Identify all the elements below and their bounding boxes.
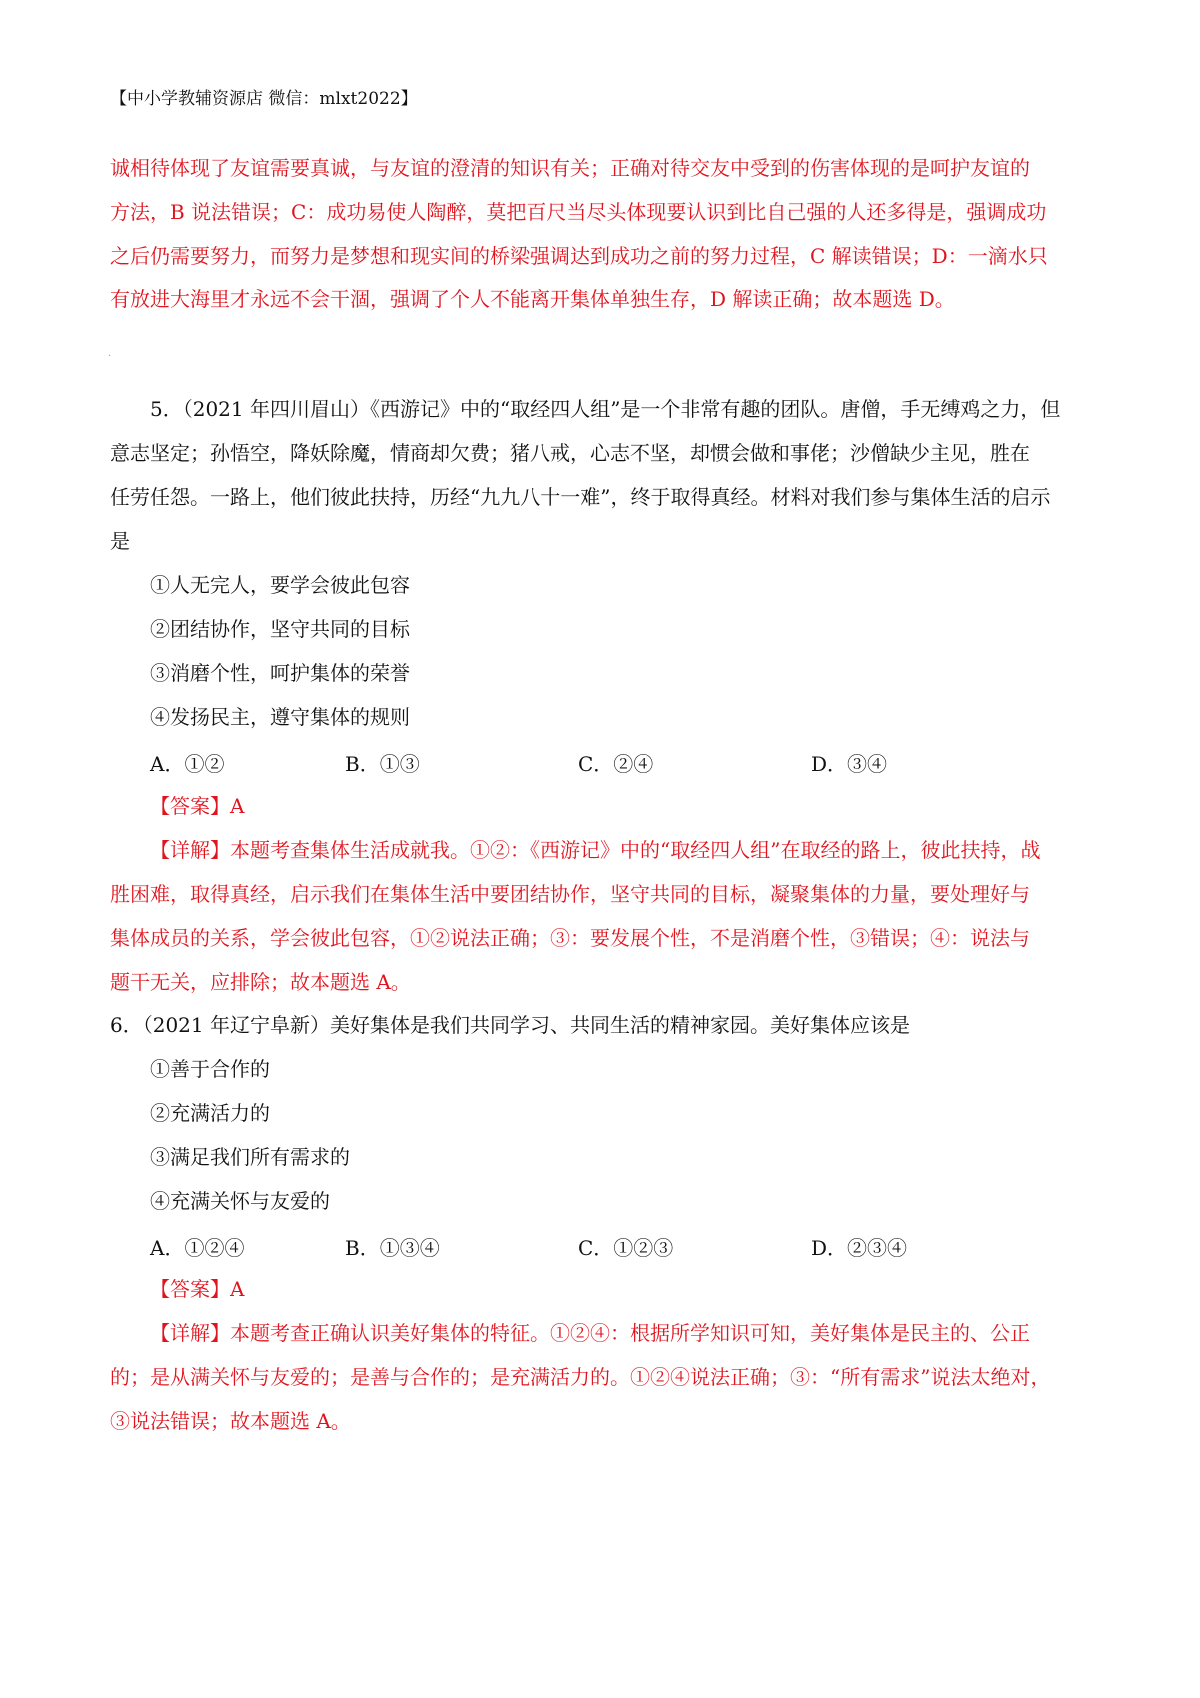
q6-stem: 6．（2021 年辽宁阜新）美好集体是我们共同学习、共同生活的精神家园。美好集体应该是 (110, 1013, 910, 1037)
q6-item: ①善于合作的 (150, 1057, 270, 1081)
q5-detail-line: 集体成员的关系，学会彼此包容，①②说法正确；③：要发展个性，不是消磨个性，③错误；④：说法与 (110, 926, 1030, 950)
q5-option-a: A．①② (150, 752, 225, 776)
prev-detail-line: 诚相待体现了友谊需要真诚，与友谊的澄清的知识有关；正确对待交友中受到的伤害体现的是呵护友谊的 (110, 156, 1030, 180)
q6-answer: 【答案】A (150, 1277, 245, 1301)
q5-option-b: B．①③ (345, 752, 420, 776)
q6-option-a: A．①②④ (150, 1236, 245, 1260)
q5-stem-line: 是 (110, 529, 130, 553)
q5-stem-line: 任劳任怨。一路上，他们彼此扶持，历经“九九八十一难”，终于取得真经。材料对我们参与集体生活的启示 (110, 485, 1051, 509)
prev-detail-line: 有放进大海里才永远不会干涸，强调了个人不能离开集体单独生存，D 解读正确；故本题选 D。 (110, 287, 955, 311)
q5-answer: 【答案】A (150, 794, 245, 818)
q5-detail-line: 题干无关，应排除；故本题选 A。 (110, 970, 411, 994)
prev-detail-line: 方法，B 说法错误；C：成功易使人陶醉，莫把百尺当尽头体现要认识到比自己强的人还多得是，强调成功 (110, 200, 1047, 224)
page-header: 【中小学教辅资源店 微信：mlxt2022】 (110, 89, 418, 109)
q5-detail-line: 【详解】本题考查集体生活成就我。①②：《西游记》中的“取经四人组”在取经的路上，彼此扶持，战 (150, 838, 1041, 862)
q6-item: ③满足我们所有需求的 (150, 1145, 350, 1169)
q6-option-c: C．①②③ (578, 1236, 674, 1260)
q5-item: ①人无完人，要学会彼此包容 (150, 573, 410, 597)
paragraph-mark: . (108, 348, 112, 359)
q6-detail-line: ③说法错误；故本题选 A。 (110, 1409, 351, 1433)
q5-item: ④发扬民主，遵守集体的规则 (150, 705, 410, 729)
q6-option-b: B．①③④ (345, 1236, 440, 1260)
q6-detail-line: 【详解】本题考查正确认识美好集体的特征。①②④：根据所学知识可知，美好集体是民主的、公正 (150, 1321, 1030, 1345)
q5-stem-line: 5．（2021 年四川眉山）《西游记》中的“取经四人组”是一个非常有趣的团队。唐僧，手无缚鸡之力，但 (150, 397, 1061, 421)
q5-item: ②团结协作，坚守共同的目标 (150, 617, 410, 641)
q5-option-c: C．②④ (578, 752, 654, 776)
q5-item: ③消磨个性，呵护集体的荣誉 (150, 661, 410, 685)
prev-detail-line: 之后仍需要努力，而努力是梦想和现实间的桥梁强调达到成功之前的努力过程，C 解读错误；D：一滴水只 (110, 244, 1048, 268)
q5-option-d: D．③④ (811, 752, 888, 776)
q6-item: ④充满关怀与友爱的 (150, 1189, 330, 1213)
q5-stem-line: 意志坚定；孙悟空，降妖除魔，情商却欠费；猪八戒，心志不坚，却惯会做和事佬；沙僧缺少主见，胜在 (110, 441, 1030, 465)
q6-item: ②充满活力的 (150, 1101, 270, 1125)
q6-detail-line: 的；是从满关怀与友爱的；是善与合作的；是充满活力的。①②④说法正确；③：“所有需求”说法太绝对， (110, 1365, 1051, 1389)
q5-detail-line: 胜困难，取得真经，启示我们在集体生活中要团结协作，坚守共同的目标，凝聚集体的力量，要处理好与 (110, 882, 1030, 906)
q6-option-d: D．②③④ (811, 1236, 908, 1260)
